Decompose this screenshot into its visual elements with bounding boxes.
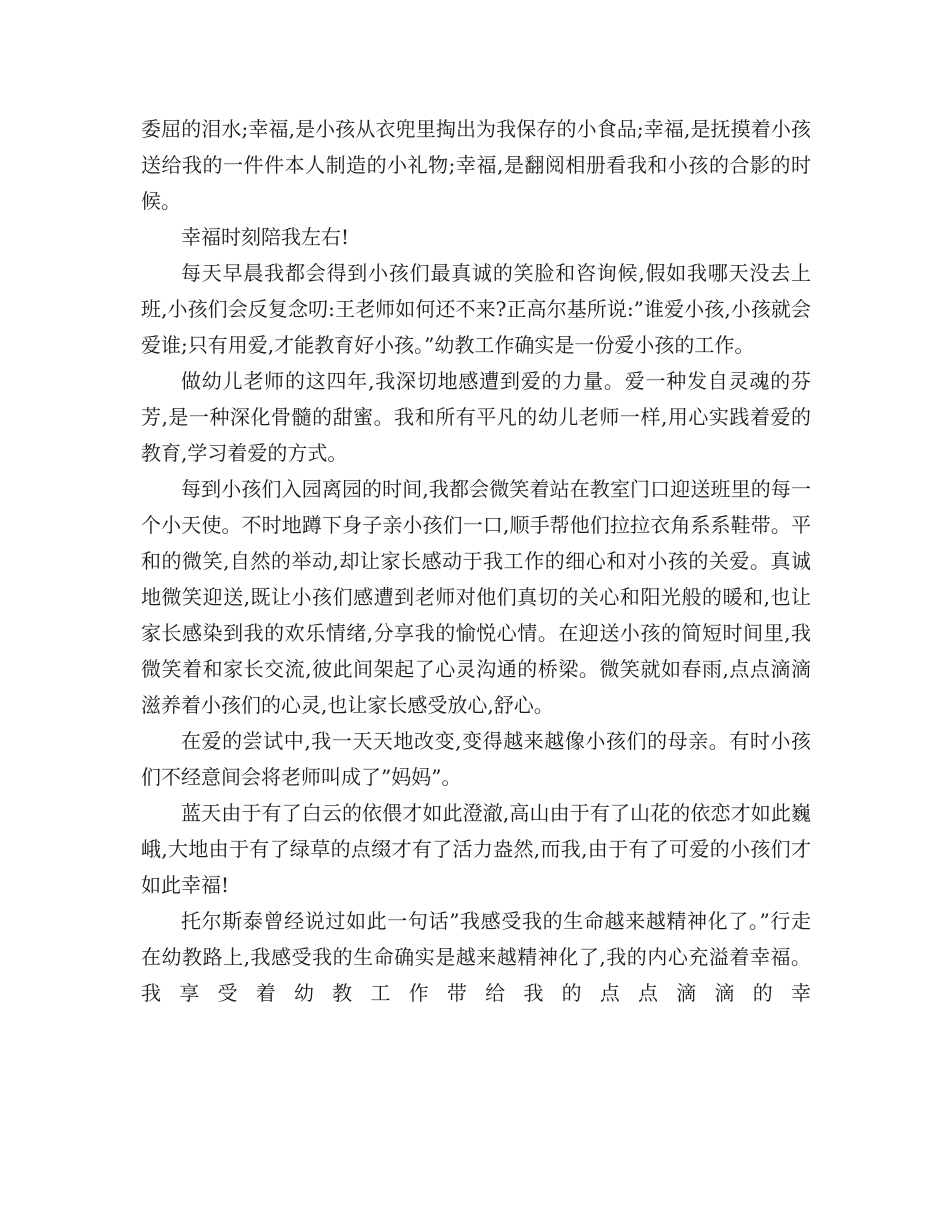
paragraph-5: 每到小孩们入园离园的时间,我都会微笑着站在教室门口迎送班里的每一个小天使。不时地蹲下身子亲小孩们一口,顺手帮他们拉拉衣角系系鞋带。平和的微笑,自然的举动,却让家长感动于我工作的细心和对小孩的关爱。真诚地微笑迎送,既让小孩们感遭到老师对他们真切的关心和阳光般的暖和,也让家长感染到我的欢乐情绪,分享我的愉悦心情。在迎送小孩的简短时间里,我微笑着和家长交流,彼此间架起了心灵沟通的桥梁。微笑就如春雨,点点滴滴滋养着小孩们的心灵,也让家长感受放心,舒心。 (141, 477, 811, 717)
paragraph-3: 每天早晨我都会得到小孩们最真诚的笑脸和咨询候,假如我哪天没去上班,小孩们会反复念叨:王老师如何还不来?正高尔基所说:”谁爱小孩,小孩就会爱谁;只有用爱,才能教育好小孩。”幼教工作确实是一份爱小孩的工作。 (141, 261, 811, 357)
paragraph-2: 幸福时刻陪我左右! (181, 225, 350, 249)
document-page (141, 111, 811, 1011)
paragraph-4: 做幼儿老师的这四年,我深切地感遭到爱的力量。爱一种发自灵魂的芬芳,是一种深化骨髓的甜蜜。我和所有平凡的幼儿老师一样,用心实践着爱的教育,学习着爱的方式。 (141, 369, 811, 465)
paragraph-8: 托尔斯泰曾经说过如此一句话”我感受我的生命越来越精神化了。”行走在幼教路上,我感受我的生命确实是越来越精神化了,我的内心充溢着幸福。我享受着幼教工作带给我的点点滴滴的幸 (141, 909, 811, 1005)
paragraph-6: 在爱的尝试中,我一天天地改变,变得越来越像小孩们的母亲。有时小孩们不经意间会将老师叫成了”妈妈”。 (141, 729, 811, 789)
paragraph-1: 委屈的泪水;幸福,是小孩从衣兜里掏出为我保存的小食品;幸福,是抚摸着小孩送给我的一件件本人制造的小礼物;幸福,是翻阅相册看我和小孩的合影的时候。 (141, 117, 811, 213)
paragraph-7: 蓝天由于有了白云的依偎才如此澄澈,高山由于有了山花的依恋才如此巍峨,大地由于有了绿草的点缀才有了活力盎然,而我,由于有了可爱的小孩们才如此幸福! (141, 801, 811, 897)
